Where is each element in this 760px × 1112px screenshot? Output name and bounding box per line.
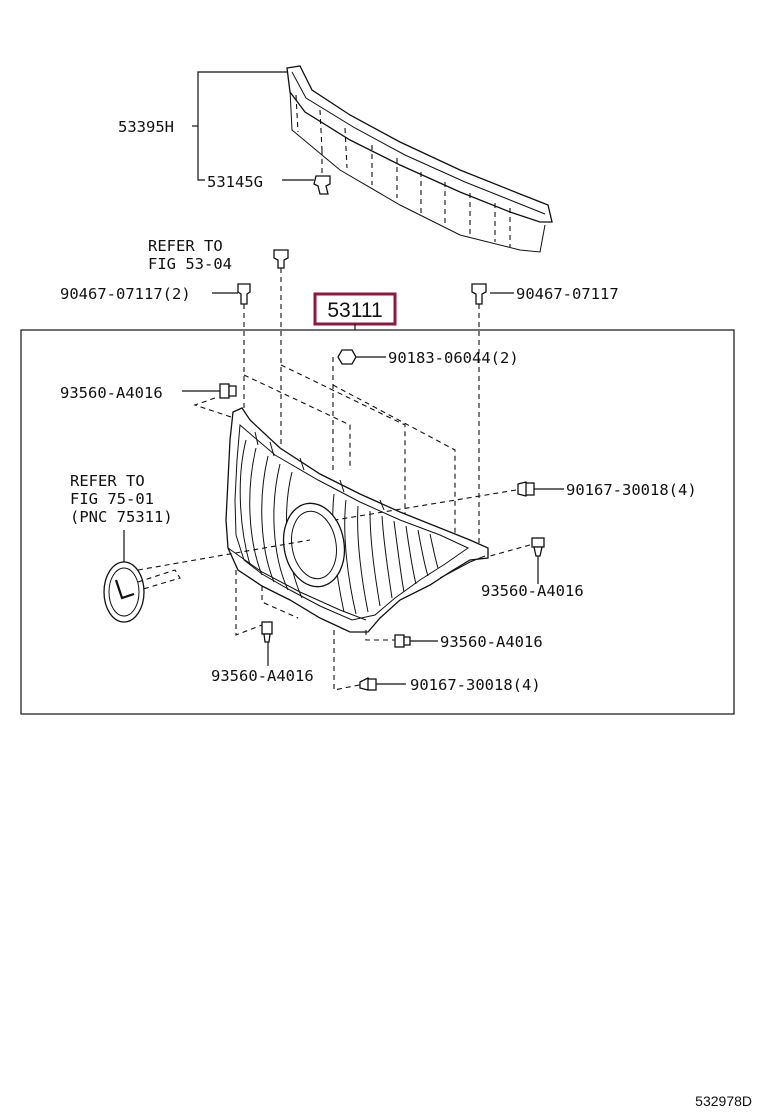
label-screw-bottom-right: 93560-A4016 (440, 633, 543, 651)
label-clip-90167-bottom: 90167-30018(4) (410, 676, 541, 694)
label-screw-bottom-left: 93560-A4016 (211, 667, 314, 685)
molding-clip-icon[interactable] (314, 150, 330, 194)
svg-text:53111: 53111 (327, 299, 383, 322)
label-53395H: 53395H (118, 118, 174, 136)
clip-90167-bottom-icon[interactable] (360, 678, 376, 690)
emblem-icon[interactable] (104, 562, 144, 622)
screw-bottom-right-icon[interactable] (395, 635, 410, 647)
label-clip-left: 90467-07117(2) (60, 285, 191, 303)
clip-right-icon[interactable] (472, 284, 486, 550)
molding-bracket (198, 72, 288, 180)
label-clip-right: 90467-07117 (516, 285, 619, 303)
screw-bottom-left-icon[interactable] (262, 622, 272, 642)
label-53145G: 53145G (207, 173, 263, 191)
screw-right-path (490, 545, 530, 556)
label-screw-right: 93560-A4016 (481, 582, 584, 600)
refer-b-line3: (PNC 75311) (70, 508, 173, 526)
radiator-grille[interactable] (226, 408, 488, 632)
label-nut: 90183-06044(2) (388, 349, 519, 367)
refer-a-line1: REFER TO (148, 237, 223, 255)
label-screw-left-top: 93560-A4016 (60, 384, 163, 402)
refer-b-line2: FIG 75-01 (70, 490, 154, 508)
refer-b-line1: REFER TO (70, 472, 145, 490)
diagram-code: 532978D (695, 1093, 752, 1109)
label-clip-90167-top: 90167-30018(4) (566, 481, 697, 499)
nut-icon[interactable] (333, 350, 356, 470)
screw-right-icon[interactable] (532, 538, 544, 556)
screw-left-top-icon[interactable] (220, 384, 236, 398)
refer-clip-icon[interactable] (274, 250, 288, 455)
part-number-53111[interactable] (315, 294, 395, 324)
refer-a-line2: FIG 53-04 (148, 255, 232, 273)
clip-90167-top-icon[interactable] (518, 482, 534, 496)
clip-left-icon[interactable] (238, 284, 250, 412)
upper-molding[interactable] (287, 66, 552, 252)
